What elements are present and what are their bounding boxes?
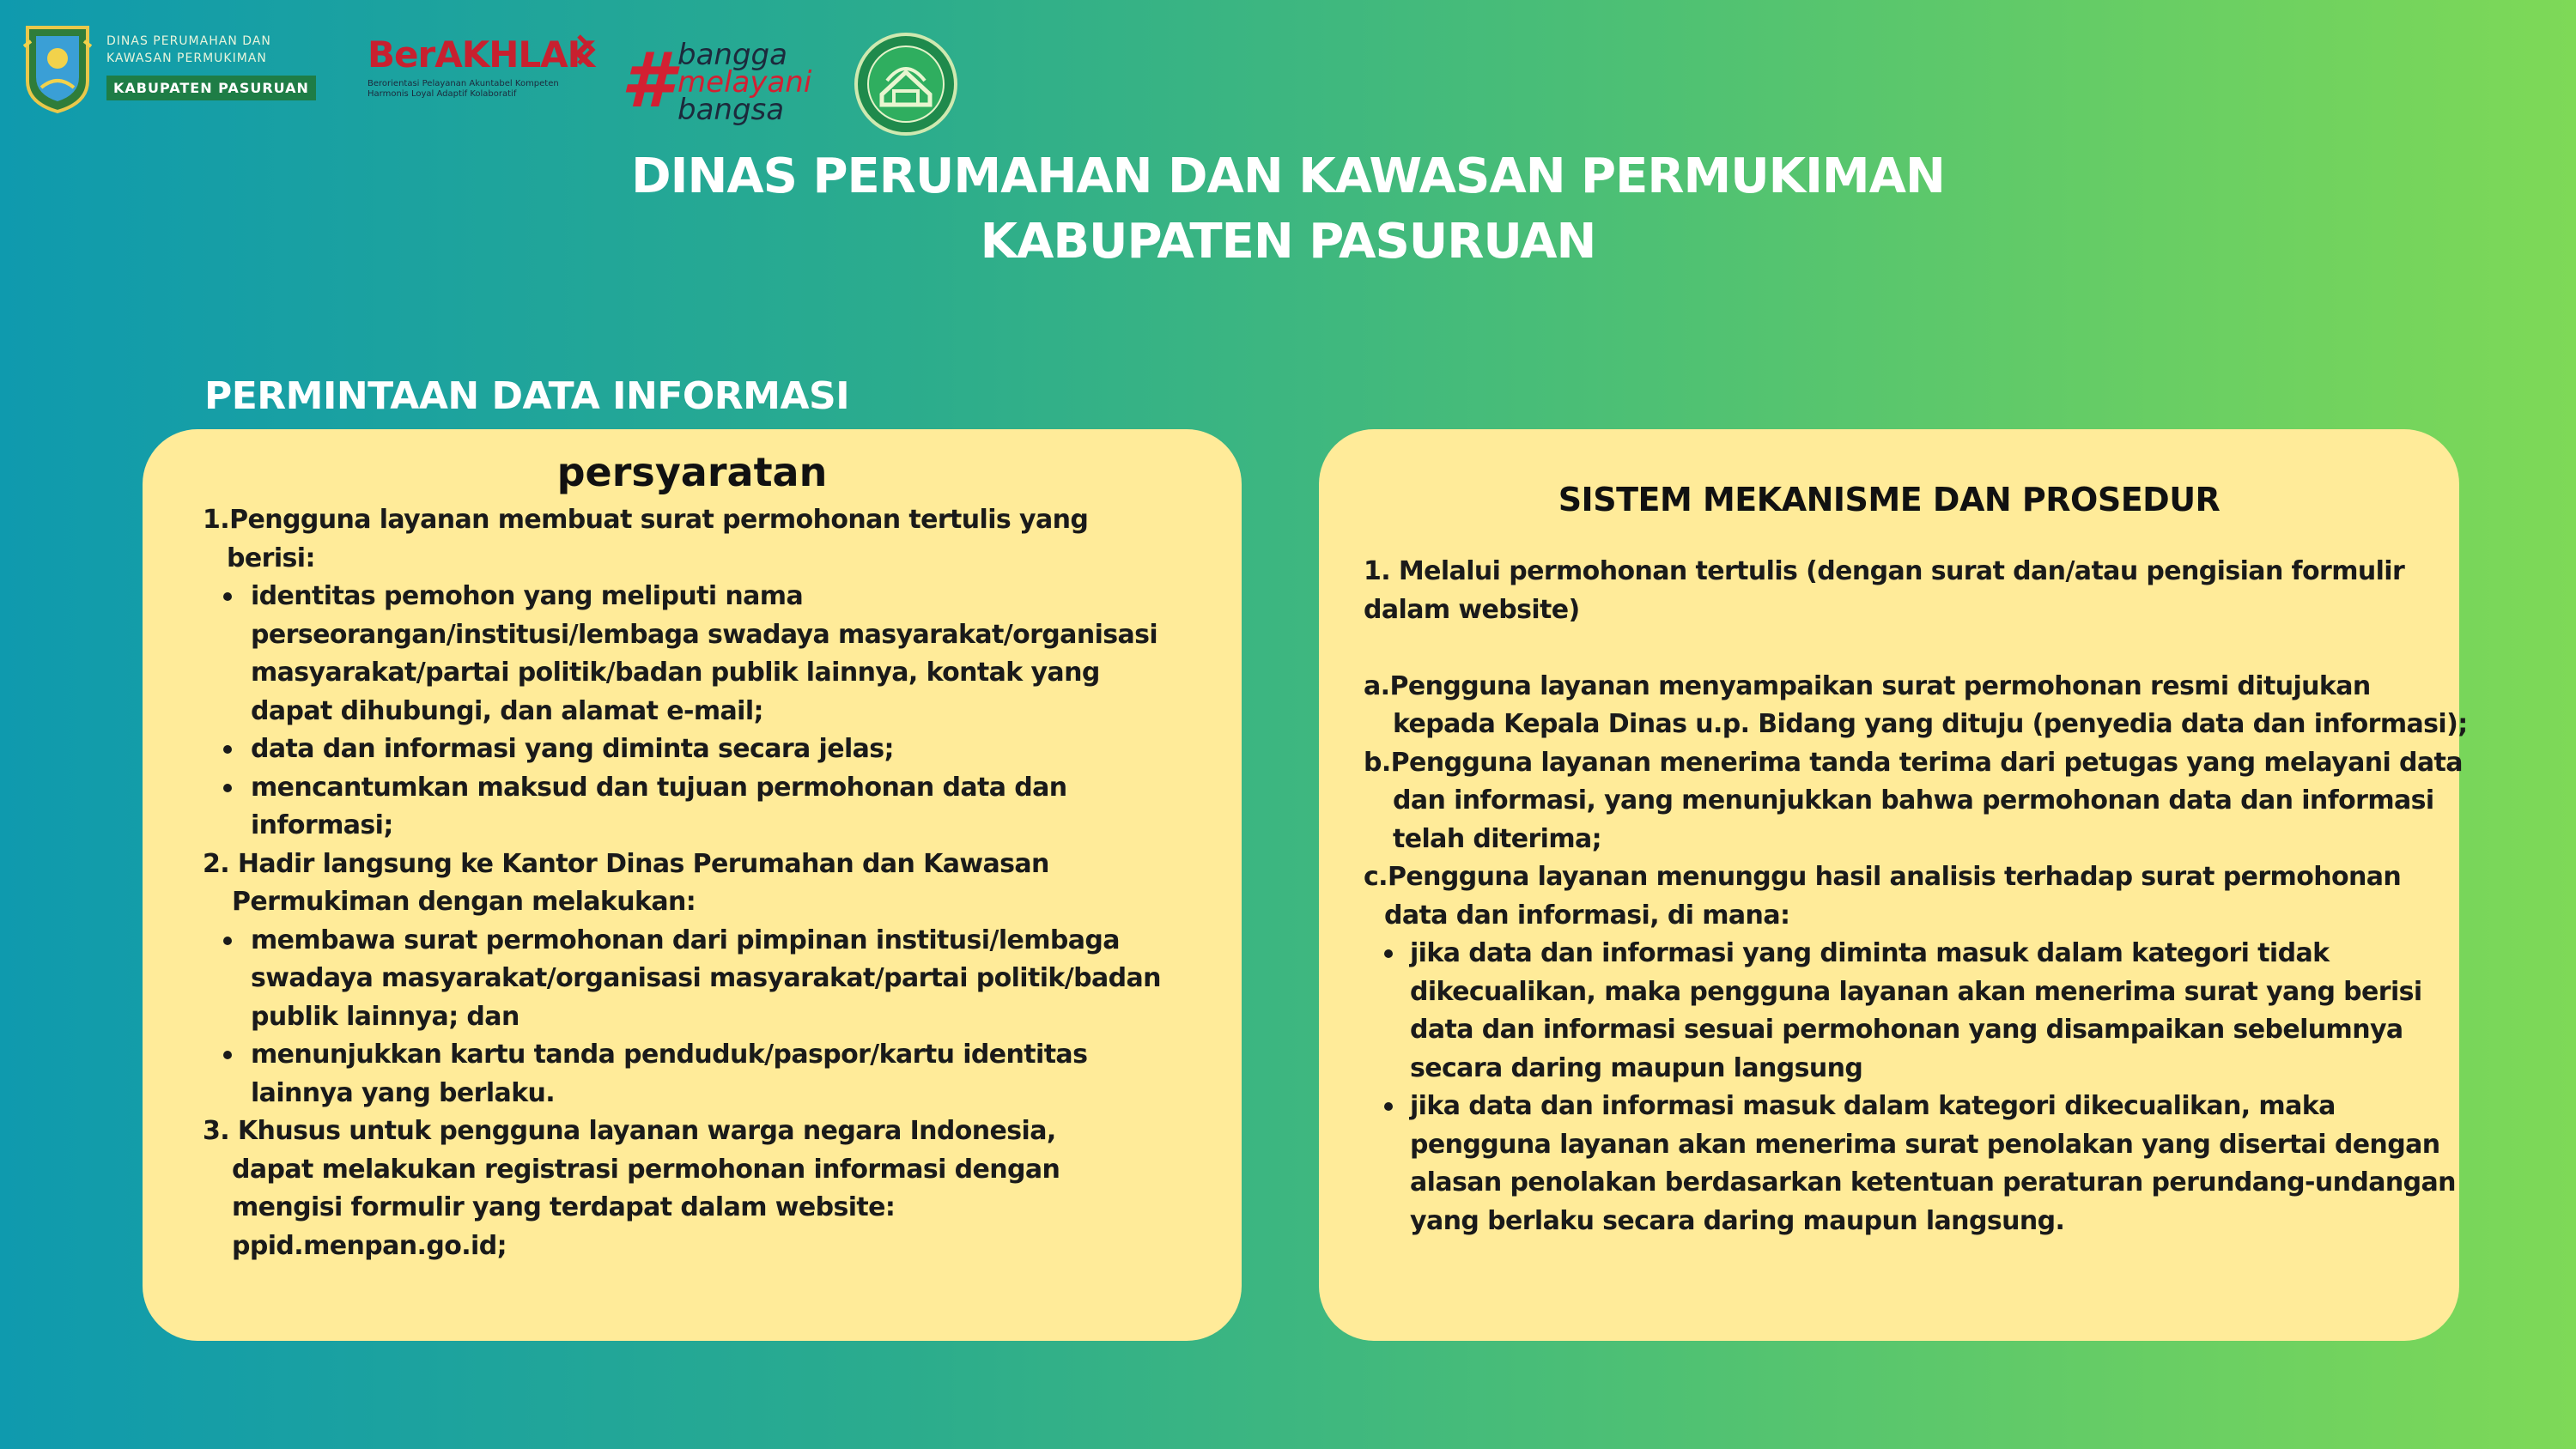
bullet-icon (223, 1051, 232, 1059)
bangga-word-1: bangga (677, 38, 787, 72)
dinas-logo-line1: DINAS PERUMAHAN DAN (106, 34, 271, 48)
procedure-title: SISTEM MEKANISME DAN PROSEDUR (1558, 481, 2221, 518)
req-item1-line1: 1.Pengguna layanan membuat surat permohonan tertulis yang (203, 505, 1089, 535)
page-title-line2: KABUPATEN PASURUAN (980, 214, 1596, 270)
bangga-words (677, 38, 812, 127)
req-item2-line1: 2. Hadir langsung ke Kantor Dinas Perumahan dan Kawasan (203, 848, 1049, 879)
berakhlak-subtitle-2: Harmonis Loyal Adaptif Kolaboratif (368, 89, 517, 99)
bullet-icon (223, 937, 232, 945)
list-item (203, 731, 1161, 769)
bullet-line: masyarakat/partai politik/badan publik lainnya, kontak yang (251, 658, 1100, 688)
list-item (203, 578, 1161, 731)
dinas-logo-line2: KAWASAN PERMUKIMAN (106, 52, 267, 65)
bullet-icon (223, 745, 232, 754)
bullet-line: jika data dan informasi masuk dalam kategori dikecualikan, maka (1410, 1091, 2336, 1121)
bullet-icon (1384, 1102, 1393, 1111)
bangga-word-2: melayani (677, 65, 812, 100)
req-item1-line2: berisi: (227, 543, 315, 573)
proc-item1-line2: dalam website) (1364, 594, 1580, 625)
bullet-line: pengguna layanan akan menerima surat penolakan yang disertai dengan (1410, 1129, 2440, 1160)
list-item (1364, 935, 2468, 1088)
proc-b-line1: b.Pengguna layanan menerima tanda terima dari petugas yang melayani data (1364, 747, 2463, 778)
proc-a-line2: kepada Kepala Dinas u.p. Bidang yang dituju (penyedia data dan informasi); (1393, 709, 2468, 739)
requirements-list (203, 501, 1161, 1265)
berakhlak-logo (368, 31, 599, 100)
bullet-line: alasan penolakan berdasarkan ketentuan peraturan perundang-undangan (1410, 1167, 2456, 1197)
bullet-line: data dan informasi yang diminta secara jelas; (251, 734, 894, 764)
bullet-line: data dan informasi sesuai permohonan yang disampaikan sebelumnya (1410, 1015, 2403, 1045)
dinas-logo-text (106, 33, 352, 100)
req-item3-line1: 3. Khusus untuk pengguna layanan warga negara Indonesia, (203, 1116, 1056, 1146)
bangga-melayani-bangsa-logo (621, 36, 818, 127)
circle-emblem-icon (853, 31, 959, 137)
bullet-line: secara daring maupun langsung (1410, 1052, 1863, 1083)
proc-item1-line1: 1. Melalui permohonan tertulis (dengan surat dan/atau pengisian formulir (1364, 556, 2405, 586)
bullet-line: dikecualikan, maka pengguna layanan akan menerima surat yang berisi (1410, 976, 2422, 1007)
bullet-line: perseorangan/institusi/lembaga swadaya masyarakat/organisasi (251, 619, 1158, 650)
bullet-line: menunjukkan kartu tanda penduduk/paspor/kartu identitas (251, 1040, 1088, 1070)
req-item3-line2: dapat melakukan registrasi permohonan informasi dengan (232, 1154, 1060, 1185)
bullet-icon (1384, 949, 1393, 958)
berakhlak-subtitle-1: Berorientasi Pelayanan Akuntabel Kompeten (368, 79, 559, 88)
procedure-card (1319, 429, 2468, 1341)
hashtag-icon: # (621, 36, 674, 124)
bullet-line: identitas pemohon yang meliputi nama (251, 581, 804, 611)
proc-b-line2: dan informasi, yang menunjukkan bahwa permohonan data dan informasi (1393, 785, 2434, 815)
procedure-list (1364, 553, 2468, 1240)
bullet-line: mencantumkan maksud dan tujuan permohonan data dan (251, 772, 1067, 803)
bullet-line: yang berlaku secara daring maupun langsung. (1410, 1205, 2065, 1236)
list-item (1364, 1088, 2468, 1240)
bullet-line: swadaya masyarakat/organisasi masyarakat/partai politik/badan (251, 963, 1161, 993)
page-title (0, 144, 2576, 275)
bullet-line: lainnya yang berlaku. (251, 1077, 556, 1108)
spacer (1364, 629, 2468, 668)
section-label: PERMINTAAN DATA INFORMASI (204, 374, 850, 418)
proc-c-line2: data dan informasi, di mana: (1384, 900, 1790, 931)
requirements-card (143, 429, 1242, 1341)
list-item (203, 1036, 1161, 1113)
proc-c-line1: c.Pengguna layanan menunggu hasil analisis terhadap surat permohonan (1364, 862, 2402, 892)
req-item3-line4: ppid.menpan.go.id; (232, 1230, 507, 1261)
page-title-line1: DINAS PERUMAHAN DAN KAWASAN PERMUKIMAN (631, 149, 1945, 204)
proc-b-line3: telah diterima; (1393, 823, 1602, 854)
berakhlak-title: BerAKHLAK (368, 33, 595, 76)
bullet-icon (223, 592, 232, 601)
bullet-line: jika data dan informasi yang diminta masuk dalam kategori tidak (1410, 938, 2330, 968)
requirements-title: persyaratan (556, 449, 828, 495)
chevron-right-icon (574, 33, 598, 67)
bullet-line: membawa surat permohonan dari pimpinan institusi/lembaga (251, 925, 1120, 955)
list-item (203, 922, 1161, 1037)
bullet-line: publik lainnya; dan (251, 1001, 519, 1032)
bangga-word-3: bangsa (677, 93, 785, 127)
proc-a-line1: a.Pengguna layanan menyampaikan surat permohonan resmi ditujukan (1364, 670, 2371, 701)
dinas-logo-tag: KABUPATEN PASURUAN (106, 76, 316, 100)
req-item2-line2: Permukiman dengan melakukan: (232, 887, 696, 917)
pasuruan-emblem-icon (19, 21, 96, 115)
bullet-line: informasi; (251, 810, 393, 840)
bullet-line: dapat dihubungi, dan alamat e-mail; (251, 695, 763, 726)
list-item (203, 769, 1161, 846)
bullet-icon (223, 784, 232, 792)
req-item3-line3: mengisi formulir yang terdapat dalam website: (232, 1192, 896, 1222)
